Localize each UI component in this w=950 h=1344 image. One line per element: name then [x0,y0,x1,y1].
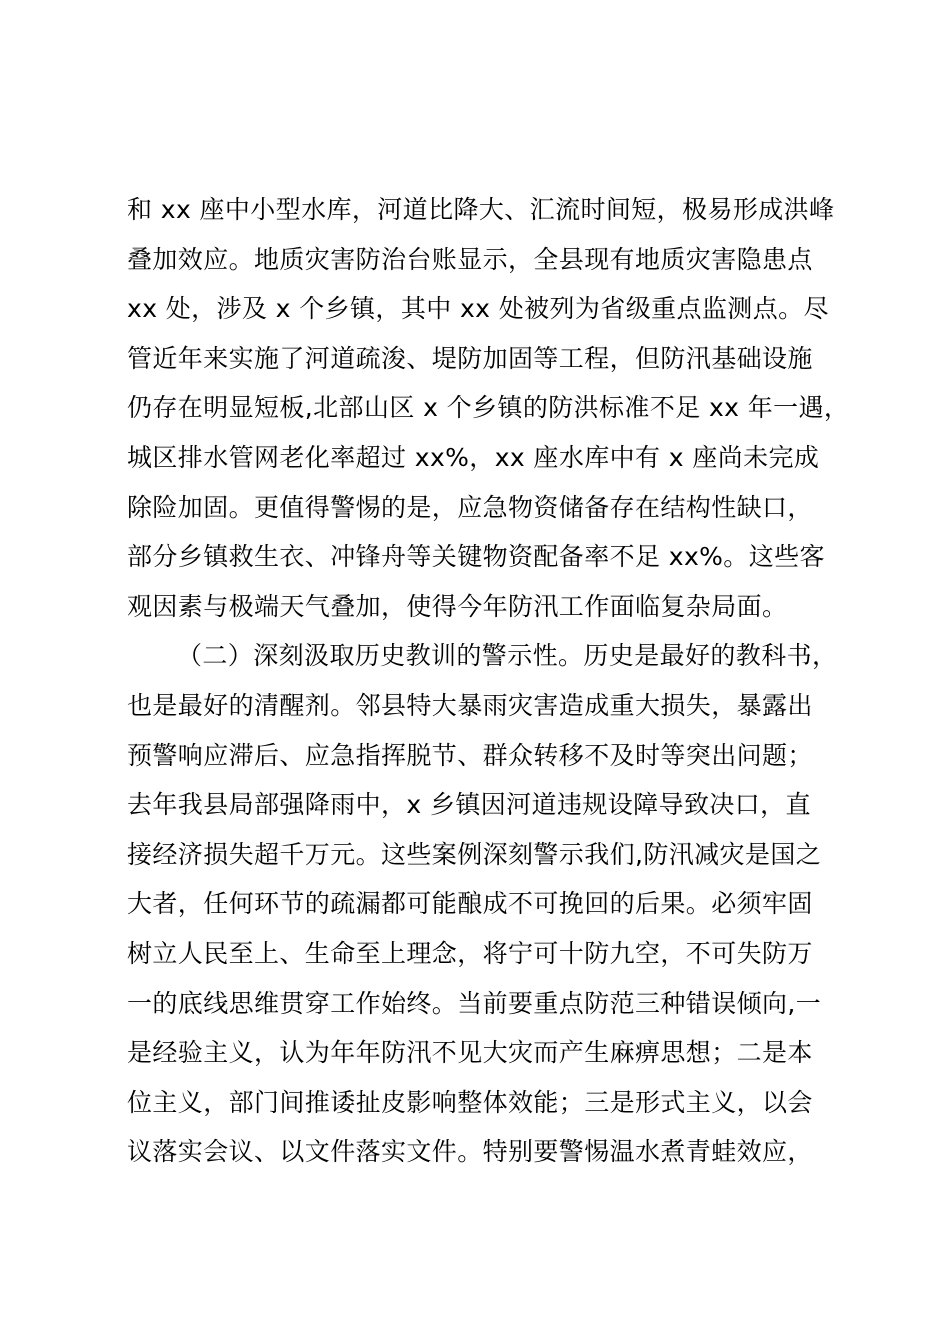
body-text [127,185,850,1177]
text-line: xx 处，涉及 x 个乡镇，其中 xx 处被列为省级重点监测点。尽 [127,294,829,324]
section-heading-line: （二）深刻汲取历史教训的警示性。历史是最好的教科书， [177,641,838,671]
text-line: 和 xx 座中小型水库，河道比降大、汇流时间短，极易形成洪峰 [127,195,835,224]
text-line: 管近年来实施了河道疏浚、堤防加固等工程，但防汛基础设施 [127,343,813,373]
text-line: 是经验主义，认为年年防汛不见大灾而产生麻痹思想；二是本 [127,1038,813,1068]
text-line: 叠加效应。地质灾害防治台账显示，全县现有地质灾害隐患点 [127,244,813,274]
text-line: 城区排水管网老化率超过 xx%，xx 座水库中有 x 座尚未完成 [127,442,820,472]
text-line: 预警响应滞后、应急指挥脱节、群众转移不及时等突出问题； [127,740,813,770]
text-line: 议落实会议、以文件落实文件。特别要警惕温水煮青蛙效应， [127,1137,813,1167]
text-line: 观因素与极端天气叠加，使得今年防汛工作面临复杂局面。 [127,591,788,621]
text-line: 位主义，部门间推诿扯皮影响整体效能；三是形式主义，以会 [127,1087,813,1117]
text-line: 树立人民至上、生命至上理念，将宁可十防九空，不可失防万 [127,938,813,968]
text-line: 大者，任何环节的疏漏都可能酿成不可挽回的后果。必须牢固 [127,889,813,919]
text-line: 仍存在明显短板,北部山区 x 个乡镇的防洪标准不足 xx 年一遇， [127,393,850,423]
text-line: 一的底线思维贯穿工作始终。当前要重点防范三种错误倾向,一 [127,988,822,1018]
text-line: 部分乡镇救生衣、冲锋舟等关键物资配备率不足 xx%。这些客 [127,542,825,572]
text-line: 也是最好的清醒剂。邻县特大暴雨灾害造成重大损失，暴露出 [127,690,813,720]
text-line: 去年我县局部强降雨中，x 乡镇因河道违规设障导致决口，直 [127,790,811,820]
text-line: 除险加固。更值得警惕的是，应急物资储备存在结构性缺口， [127,492,813,522]
text-line: 接经济损失超千万元。这些案例深刻警示我们,防汛减灾是国之 [127,839,822,869]
